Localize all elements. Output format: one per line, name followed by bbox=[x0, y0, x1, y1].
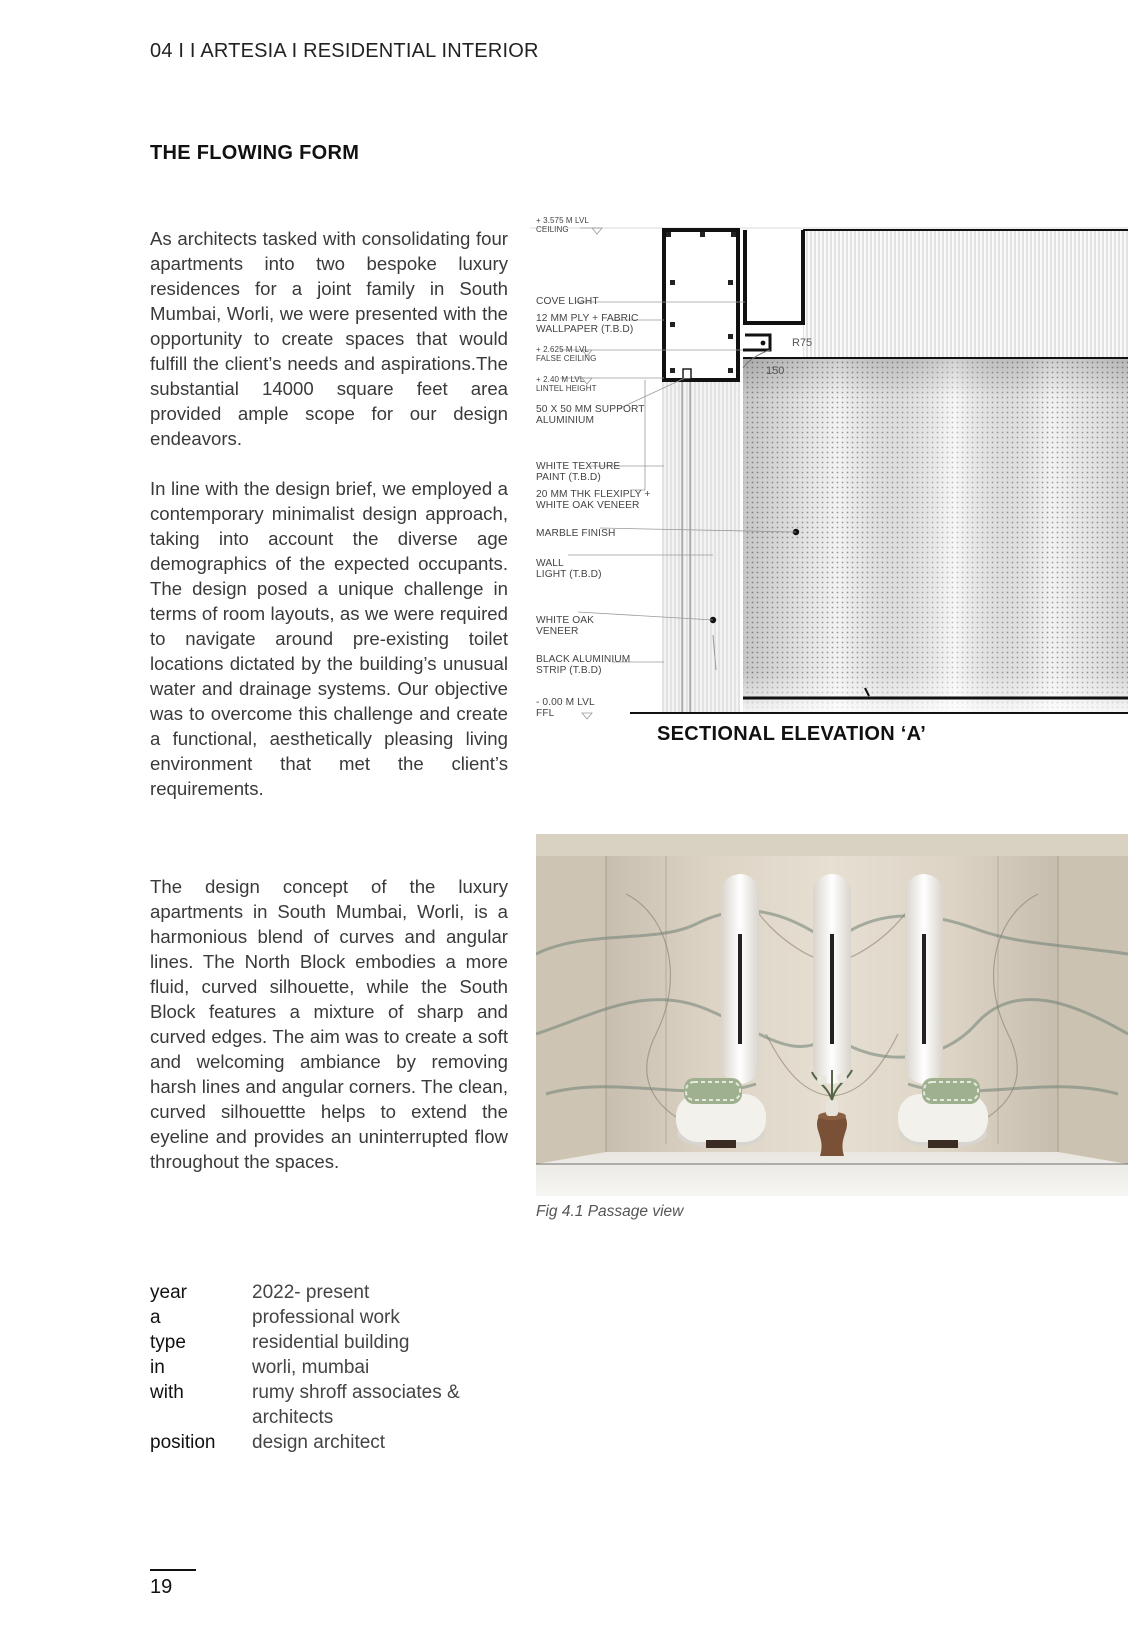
info-value: rumy shroff associates & architects bbox=[252, 1382, 460, 1428]
info-key: a bbox=[150, 1307, 161, 1328]
info-row-a bbox=[150, 1305, 570, 1330]
annotation-ceiling-level: + 3.575 M LVL CEILING bbox=[536, 216, 589, 234]
annotation-white-oak-veneer: WHITE OAK VENEER bbox=[536, 615, 595, 637]
info-key: year bbox=[150, 1282, 187, 1303]
annotation-support-aluminium: 50 X 50 MM SUPPORT ALUMINIUM bbox=[536, 404, 645, 426]
info-key: with bbox=[150, 1382, 184, 1403]
annotation-flexiply-veneer: 20 MM THK FLEXIPLY + WHITE OAK VENEER bbox=[536, 489, 651, 511]
info-row-in bbox=[150, 1355, 570, 1380]
annotation-marble-finish: MARBLE FINISH bbox=[536, 528, 616, 539]
project-info-table bbox=[150, 1280, 570, 1455]
annotation-ply-fabric: 12 MM PLY + FABRIC WALLPAPER (T.B.D) bbox=[536, 313, 639, 335]
info-value: residential building bbox=[252, 1332, 410, 1353]
info-value: 2022- present bbox=[252, 1282, 370, 1303]
paragraph-intro: As architects tasked with consolidating four apartments into two bespoke luxury residences for a joint family in South Mumbai, Worli, we were presented with the opportunity to create spaces that would fulfill the client’s needs and aspirations.The substantial 14000 square feet area provided ample scope for our design endeavors. bbox=[150, 228, 508, 449]
info-key: position bbox=[150, 1432, 216, 1453]
info-key: type bbox=[150, 1332, 186, 1353]
info-row-type bbox=[150, 1330, 570, 1355]
page-number-rule bbox=[150, 1569, 196, 1571]
sectional-elevation-drawing bbox=[530, 210, 1128, 760]
dimension-radius: R75 bbox=[792, 337, 813, 349]
info-row-position bbox=[150, 1430, 570, 1455]
annotation-black-aluminium-strip: BLACK ALUMINIUM STRIP (T.B.D) bbox=[536, 654, 631, 676]
annotation-cove-light: COVE LIGHT bbox=[536, 296, 599, 307]
page-header: 04 I I ARTESIA I RESIDENTIAL INTERIOR bbox=[150, 40, 539, 62]
section-title: THE FLOWING FORM bbox=[150, 142, 360, 164]
annotation-ffl-level: - 0.00 M LVL FFL bbox=[536, 697, 595, 719]
photo-caption: Fig 4.1 Passage view bbox=[536, 1203, 684, 1220]
paragraph-design-brief: In line with the design brief, we employed a contemporary minimalist design approach, taking into account the diverse age demographics of the expected occupants. The design posed a unique challenge in terms of room layouts, as we were required to navigate around pre-existing toilet locations dictated by the building’s unusual water and drainage systems. Our objective was to overcome this challenge and create a functional, aesthetically pleasing living environment that met the client’s requirements. bbox=[150, 478, 508, 799]
info-value: worli, mumbai bbox=[252, 1357, 370, 1378]
passage-view-photo bbox=[536, 834, 1128, 1196]
annotation-lintel-height: + 2.40 M LVL LINTEL HEIGHT bbox=[536, 375, 597, 393]
annotation-white-texture-paint: WHITE TEXTURE PAINT (T.B.D) bbox=[536, 461, 621, 483]
info-value: design architect bbox=[252, 1432, 386, 1453]
dimension-depth: 150 bbox=[766, 365, 785, 377]
paragraph-design-concept: The design concept of the luxury apartments in South Mumbai, Worli, is a harmonious blend of curves and angular lines. The North Block embodies a more fluid, curved silhouette, while the South Block features a mixture of sharp and curved edges. The aim was to create a soft and welcoming ambiance by removing harsh lines and angular corners. The clean, curved silhouettte helps to extend the eyeline and provides an uninterrupted flow throughout the spaces. bbox=[150, 876, 508, 1172]
annotation-wall-light: WALL LIGHT (T.B.D) bbox=[536, 558, 602, 580]
drawing-title: SECTIONAL ELEVATION ‘A’ bbox=[657, 723, 927, 745]
info-row-year bbox=[150, 1280, 570, 1305]
annotation-false-ceiling-level: + 2.625 M LVL FALSE CEILING bbox=[536, 345, 597, 363]
info-key: in bbox=[150, 1357, 165, 1378]
page-number: 19 bbox=[150, 1576, 173, 1598]
info-value: professional work bbox=[252, 1307, 400, 1328]
info-row-with bbox=[150, 1380, 570, 1430]
